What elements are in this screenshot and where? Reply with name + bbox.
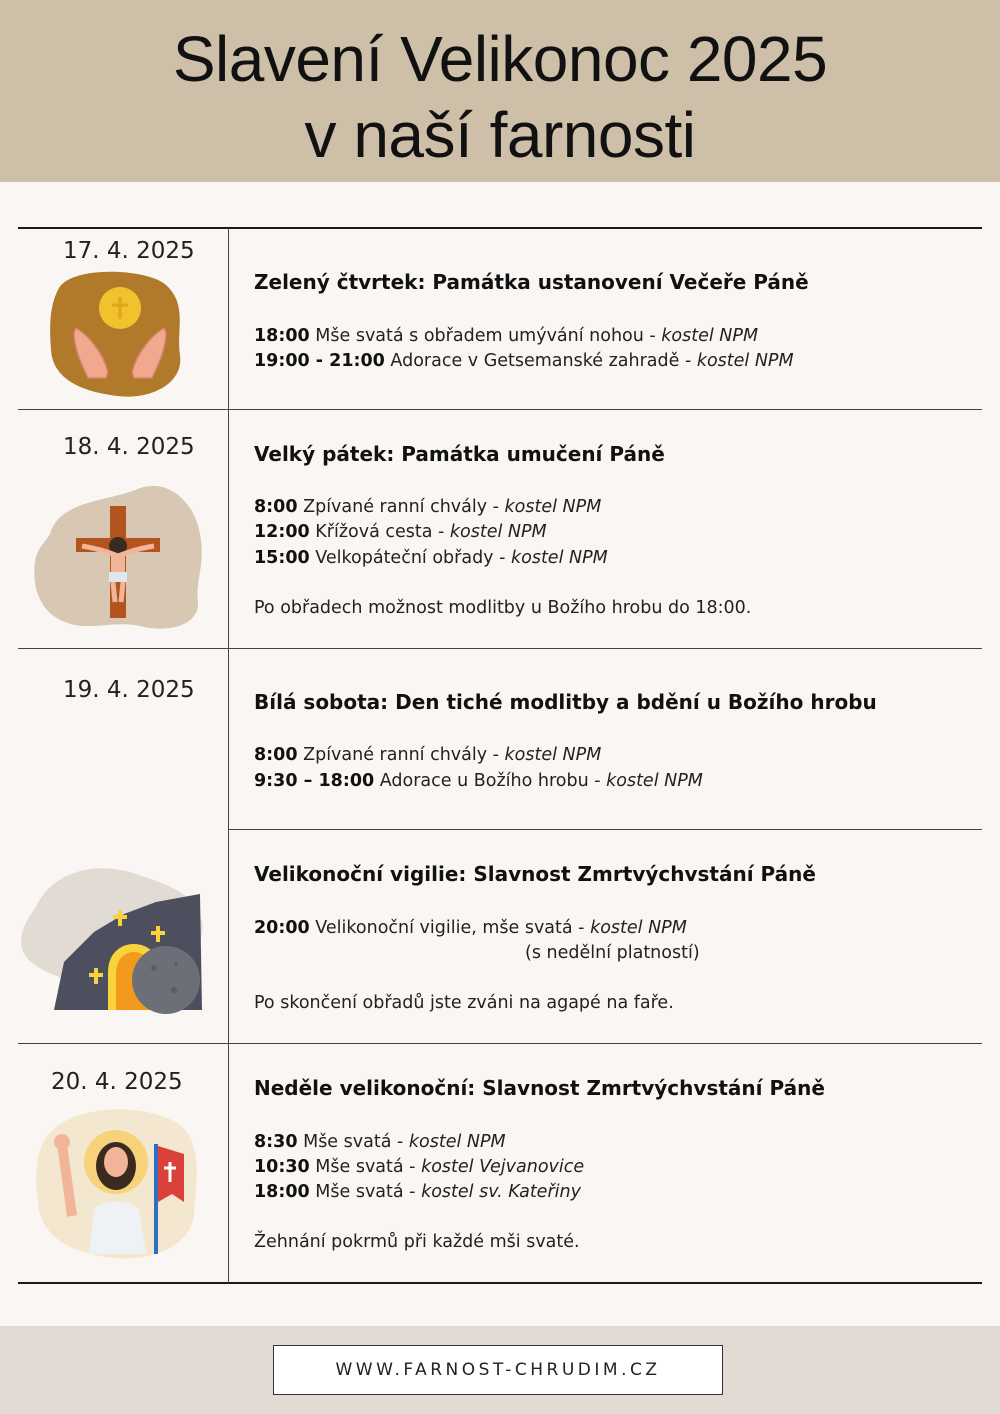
page-title-line2: v naší farnosti — [304, 99, 696, 171]
day-heading: Velký pátek: Památka umučení Páně — [254, 442, 665, 466]
day-heading: Bílá sobota: Den tiché modlitby a bdění u Božího hrobu — [254, 690, 877, 714]
page-title-line1: Slavení Velikonoc 2025 — [172, 23, 828, 95]
empty-tomb-icon — [16, 862, 206, 1014]
row-divider — [18, 648, 982, 649]
table-top-rule — [18, 227, 982, 229]
schedule-item: 18:00 Mše svatá - kostel sv. Kateřiny — [254, 1182, 581, 1202]
day-note: Po obřadech možnost modlitby u Božího hrobu do 18:00. — [254, 598, 752, 618]
day-note: Po skončení obřadů jste zváni na agapé na faře. — [254, 993, 674, 1013]
date-label: 19. 4. 2025 — [63, 677, 195, 703]
schedule-item: 12:00 Křížová cesta - kostel NPM — [254, 522, 547, 542]
row-divider — [228, 829, 982, 830]
date-label: 18. 4. 2025 — [63, 434, 195, 460]
table-bottom-rule — [18, 1282, 982, 1284]
column-divider — [228, 228, 229, 1283]
website-link[interactable]: WWW.FARNOST-CHRUDIM.CZ — [273, 1345, 723, 1395]
crucifix-icon — [30, 484, 208, 632]
date-label: 20. 4. 2025 — [51, 1069, 183, 1095]
risen-christ-icon — [34, 1104, 200, 1262]
day-heading: Neděle velikonoční: Slavnost Zmrtvýchvstání Páně — [254, 1076, 825, 1100]
date-label: 17. 4. 2025 — [63, 238, 195, 264]
day-heading: Velikonoční vigilie: Slavnost Zmrtvýchvstání Páně — [254, 862, 816, 886]
schedule-item: 15:00 Velkopáteční obřady - kostel NPM — [254, 548, 608, 568]
schedule-item: 20:00 Velikonoční vigilie, mše svatá - kostel NPM — [254, 918, 687, 938]
validity-note: (s nedělní platností) — [525, 943, 700, 963]
header-banner — [0, 0, 1000, 182]
day-heading: Zelený čtvrtek: Památka ustanovení Večeře Páně — [254, 270, 809, 294]
day-note: Žehnání pokrmů při každé mši svaté. — [254, 1232, 580, 1252]
schedule-item: 9:30 – 18:00 Adorace u Božího hrobu - kostel NPM — [254, 771, 703, 791]
schedule-item: 19:00 - 21:00 Adorace v Getsemanské zahradě - kostel NPM — [254, 351, 794, 371]
schedule-item: 10:30 Mše svatá - kostel Vejvanovice — [254, 1157, 585, 1177]
schedule-item: 8:00 Zpívané ranní chvály - kostel NPM — [254, 745, 602, 765]
schedule-item: 18:00 Mše svatá s obřadem umývání nohou - kostel NPM — [254, 326, 759, 346]
row-divider — [18, 409, 982, 410]
row-divider — [18, 1043, 982, 1044]
schedule-item: 8:30 Mše svatá - kostel NPM — [254, 1132, 506, 1152]
hands-host-icon — [48, 270, 188, 400]
schedule-item: 8:00 Zpívané ranní chvály - kostel NPM — [254, 497, 602, 517]
